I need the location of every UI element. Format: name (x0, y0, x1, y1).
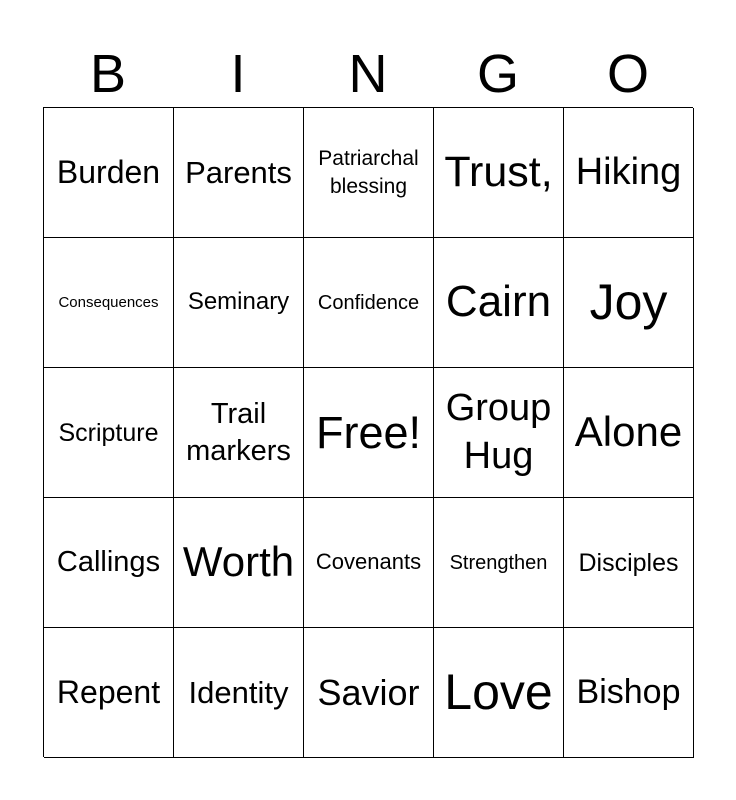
cell-label: Parents (185, 154, 292, 190)
bingo-cell[interactable] (174, 628, 304, 758)
bingo-cell[interactable] (44, 238, 174, 368)
header-letter-b: B (89, 44, 127, 104)
bingo-cell[interactable] (44, 498, 174, 628)
cell-label: Consequences (58, 293, 159, 311)
cell-label: Alone (574, 408, 683, 456)
bingo-cell[interactable] (304, 498, 434, 628)
cell-label: Joy (589, 274, 668, 330)
cell-label: Disciples (578, 548, 679, 577)
bingo-cell[interactable] (304, 628, 434, 758)
cell-label: Trust, (444, 147, 553, 196)
bingo-cell[interactable] (174, 108, 304, 238)
free-space-cell[interactable] (304, 368, 434, 498)
bingo-cell[interactable] (304, 238, 434, 368)
bingo-cell[interactable] (434, 238, 564, 368)
cell-label: Callings (56, 545, 161, 578)
bingo-cell[interactable] (434, 368, 564, 498)
cell-label: Cairn (445, 277, 552, 327)
cell-label: Patriarchal blessing (318, 147, 419, 198)
bingo-cell[interactable] (44, 368, 174, 498)
bingo-cell[interactable] (174, 238, 304, 368)
bingo-header (43, 40, 693, 108)
cell-label: Hiking (575, 150, 682, 193)
cell-label: Group Hug (445, 387, 552, 477)
cell-label: Savior (317, 671, 420, 713)
bingo-cell[interactable] (174, 368, 304, 498)
cell-label: Worth (182, 538, 295, 586)
header-letter-i: I (230, 44, 246, 104)
bingo-cell[interactable] (304, 108, 434, 238)
bingo-board (43, 107, 693, 757)
bingo-cell[interactable] (434, 108, 564, 238)
bingo-cell[interactable] (434, 628, 564, 758)
cell-label: Repent (56, 674, 161, 711)
free-space-label: Free! (315, 406, 422, 458)
bingo-cell[interactable] (434, 498, 564, 628)
cell-label: Scripture (58, 418, 159, 447)
cell-label: Confidence (317, 291, 420, 314)
bingo-cell[interactable] (564, 108, 694, 238)
cell-label: Bishop (576, 672, 681, 711)
bingo-cell[interactable] (564, 628, 694, 758)
bingo-cell[interactable] (564, 238, 694, 368)
header-letter-o: O (606, 44, 649, 104)
cell-label: Seminary (187, 288, 290, 316)
bingo-cell[interactable] (564, 498, 694, 628)
cell-label: Covenants (315, 549, 422, 575)
cell-label: Identity (188, 674, 289, 710)
header-letter-g: G (476, 44, 519, 104)
cell-label: Strengthen (449, 551, 548, 574)
cell-label: Trail markers (186, 398, 291, 467)
bingo-cell[interactable] (174, 498, 304, 628)
cell-label: Burden (56, 154, 161, 191)
bingo-cell[interactable] (44, 108, 174, 238)
bingo-cell[interactable] (44, 628, 174, 758)
header-letter-n: N (348, 44, 388, 104)
cell-label: Love (444, 664, 553, 720)
bingo-cell[interactable] (564, 368, 694, 498)
